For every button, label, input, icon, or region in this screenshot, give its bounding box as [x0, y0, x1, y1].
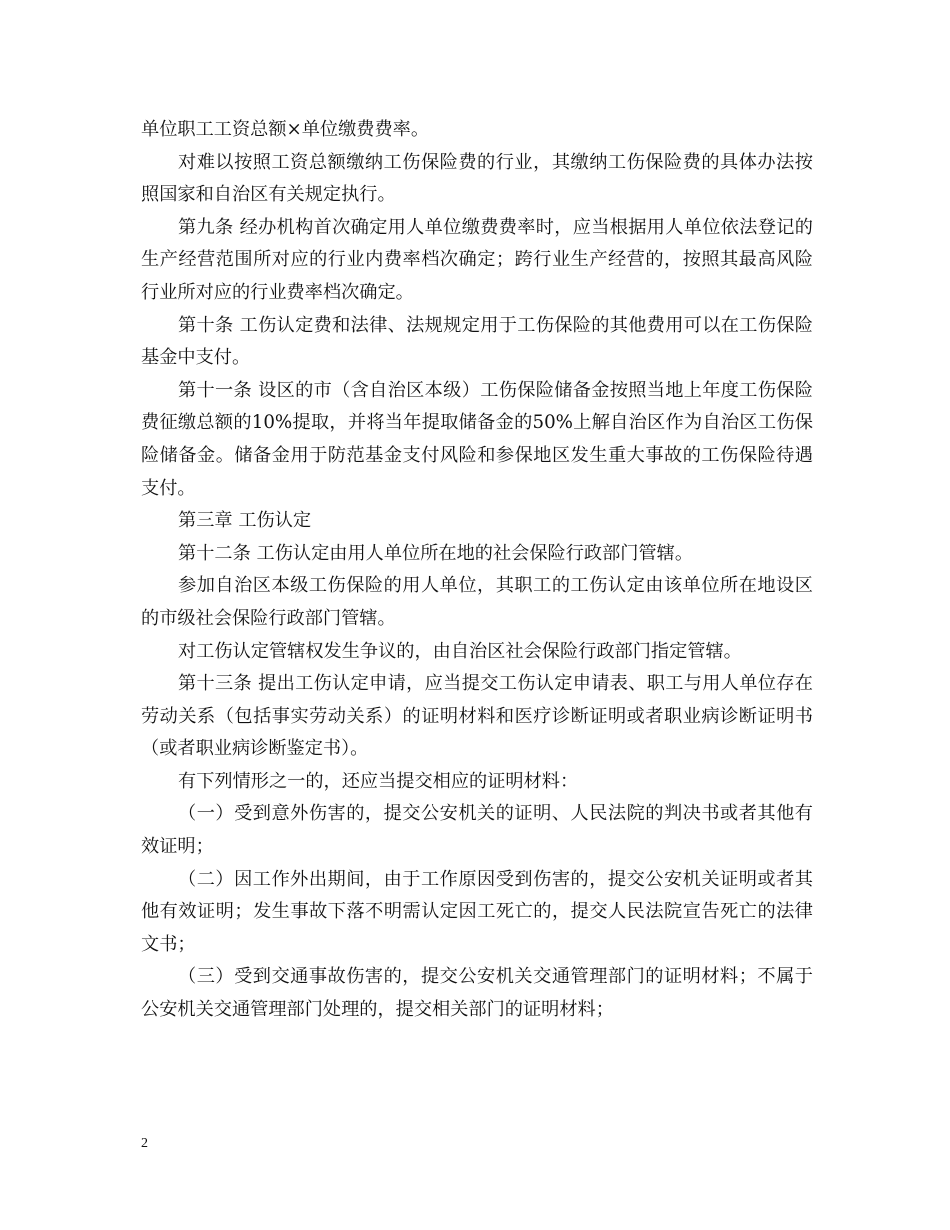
paragraph: 有下列情形之一的，还应当提交相应的证明材料：: [178, 770, 579, 792]
article-9-paragraph: 第九条 经办机构首次确定用人单位缴费费率时，应当根据用人单位依法登记的生产经营范围所对应的行业内费率档次确定；跨行业生产经营的，按照其最高风险行业所对应的行业费率档次确定。: [141, 216, 813, 303]
article-10-paragraph: 第十条 工伤认定费和法律、法规规定用于工伤保险的其他费用可以在工伤保险基金中支付。: [141, 314, 813, 369]
paragraph: 对工伤认定管辖权发生争议的，由自治区社会保险行政部门指定管辖。: [178, 640, 742, 662]
list-item: （三）受到交通事故伤害的，提交公安机关交通管理部门的证明材料；不属于公安机关交通管理部门处理的，提交相关部门的证明材料；: [141, 966, 813, 1021]
list-item: （一）受到意外伤害的，提交公安机关的证明、人民法院的判决书或者其他有效证明；: [141, 803, 813, 858]
paragraph: 参加自治区本级工伤保险的用人单位，其职工的工伤认定由该单位所在地设区的市级社会保险行政部门管辖。: [141, 575, 813, 629]
document-body: [141, 114, 813, 1027]
chapter-heading: 第三章 工伤认定: [178, 510, 312, 532]
page-number: 2: [141, 1136, 148, 1151]
article-11-paragraph: 第十一条 设区的市（含自治区本级）工伤保险储备金按照当地上年度工伤保险费征缴总额的10%提取，并将当年提取储备金的50%上解自治区作为自治区工伤保险储备金。储备金用于防范基金支付风险和参保地区发生重大事故的工伤保险待遇支付。: [141, 379, 813, 499]
paragraph: 单位职工工资总额×单位缴费费率。: [141, 119, 430, 140]
list-item: （二）因工作外出期间，由于工作原因受到伤害的，提交公安机关证明或者其他有效证明；发生事故下落不明需认定因工死亡的，提交人民法院宣告死亡的法律文书；: [141, 868, 813, 955]
paragraph: 对难以按照工资总额缴纳工伤保险费的行业，其缴纳工伤保险费的具体办法按照国家和自治区有关规定执行。: [141, 151, 813, 206]
article-13-paragraph: 第十三条 提出工伤认定申请，应当提交工伤认定申请表、职工与用人单位存在劳动关系（包括事实劳动关系）的证明材料和医疗诊断证明或者职业病诊断证明书（或者职业病诊断鉴定书）。: [141, 673, 813, 760]
article-12-paragraph: 第十二条 工伤认定由用人单位所在地的社会保险行政部门管辖。: [178, 542, 694, 564]
